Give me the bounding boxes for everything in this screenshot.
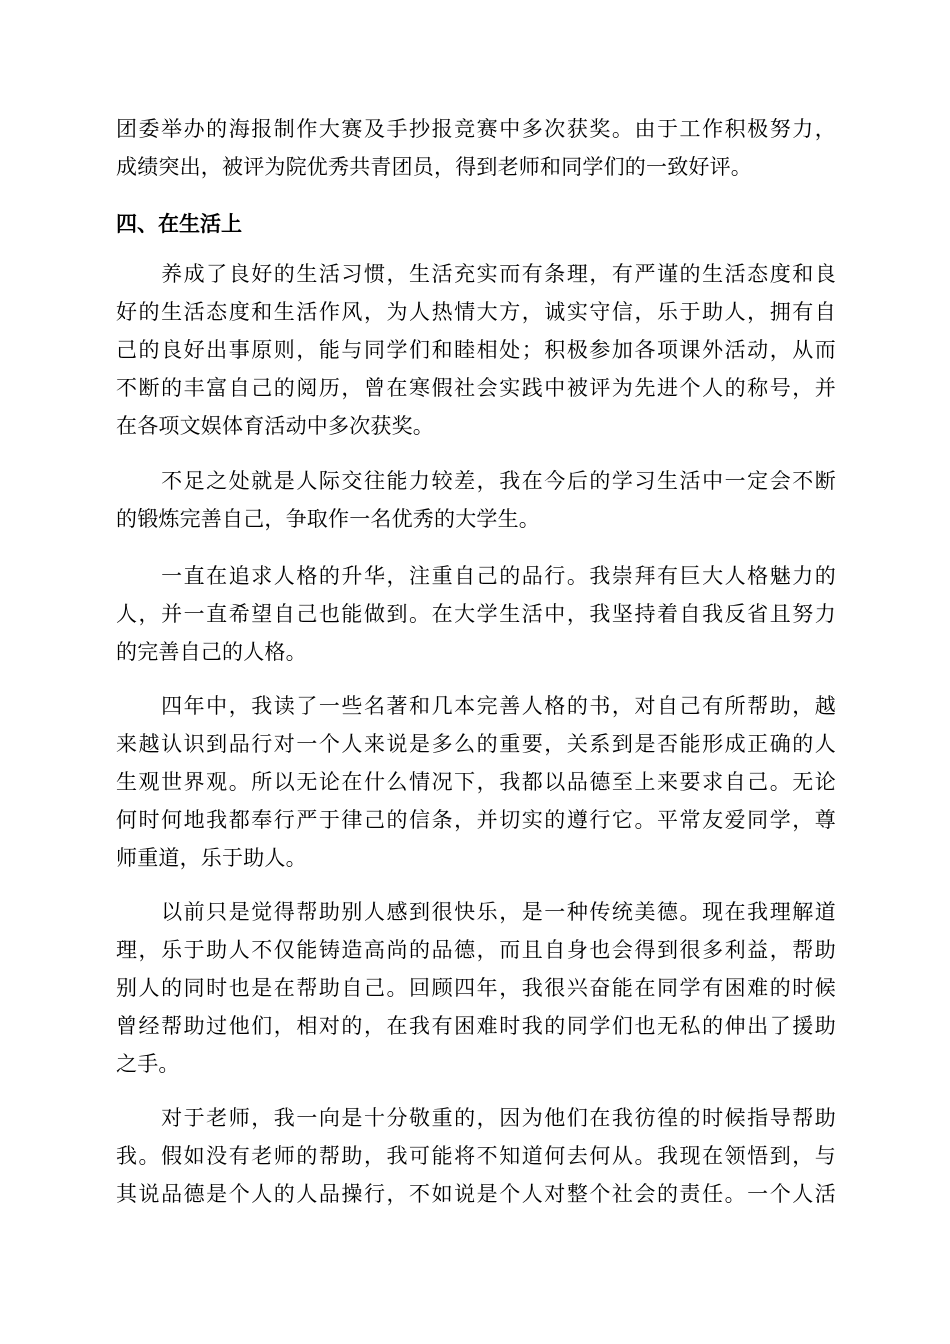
- paragraph-line: 己的良好出事原则，能与同学们和睦相处；积极参加各项课外活动，从而: [116, 338, 836, 362]
- paragraph-line: 不足之处就是人际交往能力较差，我在今后的学习生活中一定会不断: [116, 469, 836, 493]
- paragraph-helping-others: [116, 893, 836, 1083]
- paragraph-line: 其说品德是个人的人品操行，不如说是个人对整个社会的责任。一个人活: [116, 1182, 836, 1206]
- paragraph-line: 别人的同时也是在帮助自己。回顾四年，我很兴奋能在同学有困难的时候: [116, 976, 836, 1000]
- paragraph-line: 师重道，乐于助人。: [116, 846, 307, 870]
- paragraph-line: 我。假如没有老师的帮助，我可能将不知道何去何从。我现在领悟到，与: [116, 1144, 836, 1168]
- paragraph-line: 何时何地我都奉行严于律己的信条，并切实的遵行它。平常友爱同学，尊: [116, 808, 836, 832]
- paragraph-line: 团委举办的海报制作大赛及手抄报竞赛中多次获奖。由于工作积极努力，: [116, 117, 836, 141]
- paragraph-line: 养成了良好的生活习惯，生活充实而有条理，有严谨的生活态度和良: [116, 262, 836, 286]
- paragraph-line: 在各项文娱体育活动中多次获奖。: [116, 414, 434, 438]
- intro-paragraph: [116, 110, 836, 186]
- paragraph-line: 以前只是觉得帮助别人感到很快乐，是一种传统美德。现在我理解道: [116, 900, 836, 924]
- paragraph-line: 的锻炼完善自己，争取作一名优秀的大学生。: [116, 507, 540, 531]
- section-heading: 四、在生活上: [116, 212, 242, 236]
- paragraph-line: 理，乐于助人不仅能铸造高尚的品德，而且自身也会得到很多利益，帮助: [116, 938, 836, 962]
- paragraph-line: 对于老师，我一向是十分敬重的，因为他们在我彷徨的时候指导帮助: [116, 1106, 836, 1130]
- paragraph-line: 好的生活态度和生活作风，为人热情大方，诚实守信，乐于助人，拥有自: [116, 300, 836, 324]
- paragraph-line: 来越认识到品行对一个人来说是多么的重要，关系到是否能形成正确的人: [116, 732, 836, 756]
- paragraph-line: 人，并一直希望自己也能做到。在大学生活中，我坚持着自我反省且努力: [116, 602, 836, 626]
- paragraph-line: 的完善自己的人格。: [116, 640, 307, 664]
- paragraph-shortcomings: [116, 462, 836, 538]
- paragraph-character: [116, 557, 836, 671]
- paragraph-line: 一直在追求人格的升华，注重自己的品行。我崇拜有巨大人格魅力的: [116, 564, 836, 588]
- paragraph-line: 不断的丰富自己的阅历，曾在寒假社会实践中被评为先进个人的称号，并: [116, 376, 836, 400]
- paragraph-line: 曾经帮助过他们，相对的，在我有困难时我的同学们也无私的伸出了援助: [116, 1014, 836, 1038]
- paragraph-lifestyle: [116, 255, 836, 445]
- paragraph-line: 成绩突出，被评为院优秀共青团员，得到老师和同学们的一致好评。: [116, 155, 752, 179]
- paragraph-line: 生观世界观。所以无论在什么情况下，我都以品德至上来要求自己。无论: [116, 770, 836, 794]
- paragraph-teachers: [116, 1099, 836, 1213]
- paragraph-line: 四年中，我读了一些名著和几本完善人格的书，对自己有所帮助，越: [116, 694, 836, 718]
- paragraph-reading: [116, 687, 836, 877]
- paragraph-line: 之手。: [116, 1052, 180, 1076]
